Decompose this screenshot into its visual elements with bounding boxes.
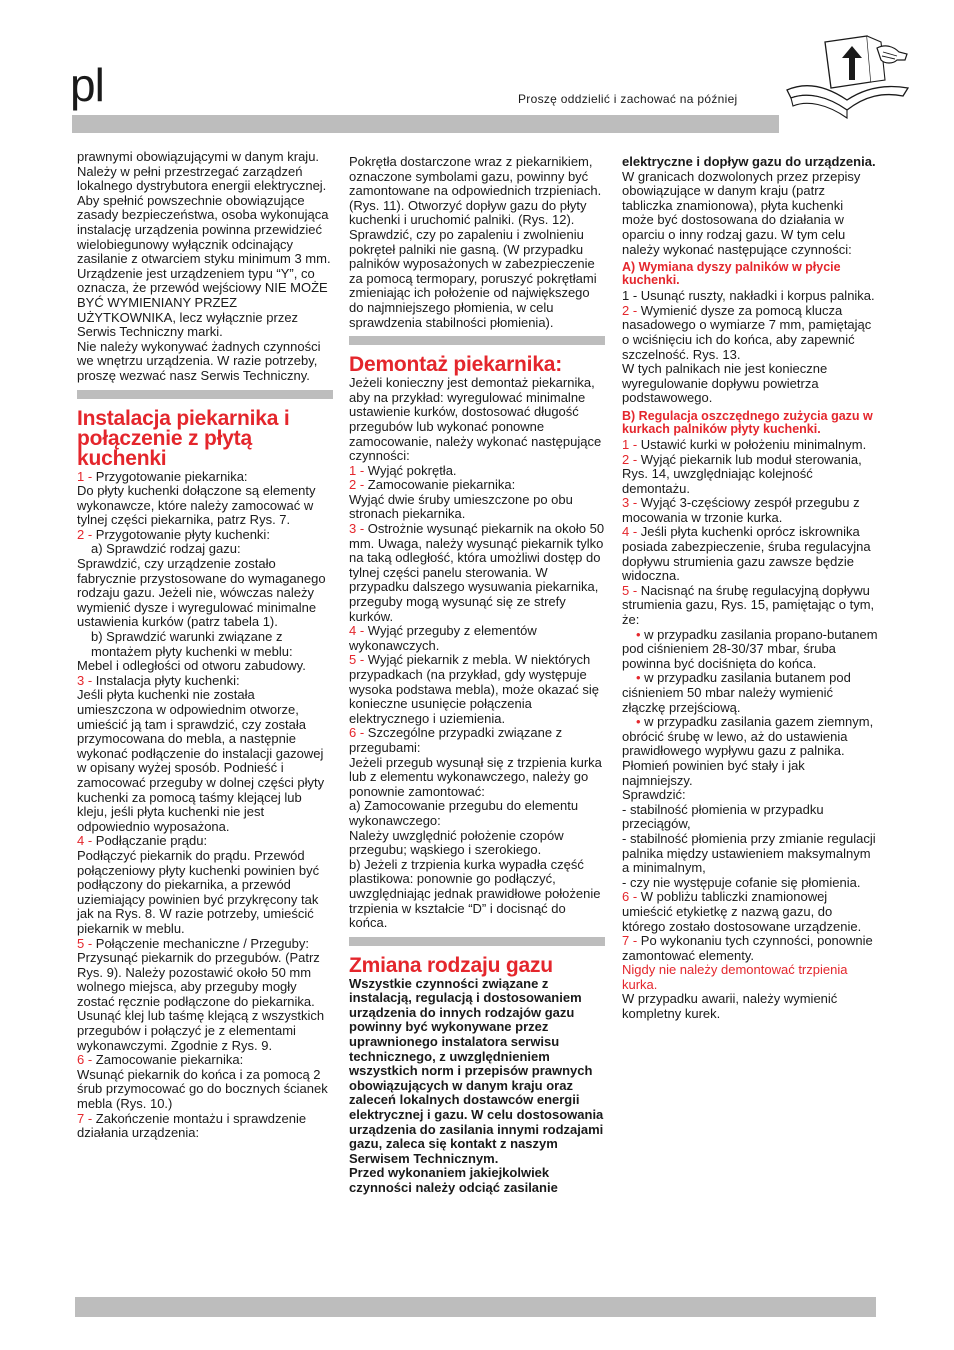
paragraph: Nie należy wykonywać żadnych czynności we wnętrzu urządzenia. W razie potrzeby, proszę wezwać nasz Serwis Techniczny. <box>77 338 321 383</box>
substep-heading: b) Jeżeli z trzpienia kurka wypadła część plastikowa: ponownie go podłączyć, uwzględniając jednak prawidłowe położenie trzpienia w kształcie “D” i docisnąć do końca. <box>349 856 601 931</box>
bold-notice: Wszystkie czynności związane z instalacją, regulacją i dostosowaniem urządzenia do innych rodzajów gazu powinny być wykonywane przez uprawnionego instalatora serwisu technicznego, z uwzględnieniem wszystkich norm i przepisów prawnych obowiązujących w danym kraju oraz zaleceń lokalnych dostawców energii elektrycznej i gazu. W celu dostosowania urządzenia do zasilania innymi rodzajami gazu, zaleca się kontakt z naszym Serwisem Technicznym. <box>349 975 604 1166</box>
step-text: Podłączyć piekarnik do prądu. Przewód połączeniowy płyty kuchenki powinien być podłączony do piekarnika, a przewód uziemiający powinien być przykręcony tak jak na Rys. 8. W razie potrzeby, umieścić piekarnik w meblu. <box>77 847 320 936</box>
tear-off-hand-icon <box>785 30 910 122</box>
section-title-dismantling: Demontaż piekarnika: <box>349 353 563 377</box>
subsection-heading-b: B) Regulacja oszczędnego zużycia gazu w kurkach palników płyty kuchenki. <box>622 408 873 436</box>
paragraph: Aby spełnić powszechnie obowiązujące zasady bezpieczeństwa, osoba wykonująca instalację urządzenia powinna przewidzieć wielobiegunowy wyłącznik odcinający zasilanie z otwarciem styku minimum 3 mm. <box>77 192 331 267</box>
step-text: Przysunąć piekarnik do przegubów. (Patrz Rys. 9). Należy pozostawić około 50 mm wolnego miejsca, aby przeguby mogły zostać ręcznie podłączone do piekarnika. Usunąć klej lub taśmę klejącą z wszystkich przegubów i połączyć je z elementami wykonawczymi. Zgodnie z Rys. 9. <box>77 950 325 1053</box>
paragraph: Sprawdzić: <box>622 787 686 803</box>
step-text: Wyjąć dwie śruby umieszczone po obu stronach piekarnika. <box>349 491 573 522</box>
step: 2 - Wyjąć piekarnik lub moduł sterowania, Rys. 14, uwzględniając kolejność demontażu. <box>622 451 862 496</box>
step-text: Do płyty kuchenki dołączone są elementy wykonawcze, które należy zamocować w tylnej części piekarnika, patrz Rys. 7. <box>77 483 316 528</box>
step: 2 - Wymienić dysze za pomocą klucza nasadowego o wymiarze 7 mm, pamiętając o wciśnięciu ich do końca, aby zapewnić szczelność. Rys. 13. <box>622 302 872 362</box>
step-text: Wsunąć piekarnik do końca i za pomocą 2 śrub przymocować go do bocznych ścianek mebla (Rys. 10.) <box>77 1066 328 1112</box>
section-title-installation: Instalacja piekarnika i połączenie z płytą kuchenki <box>77 406 290 470</box>
paragraph: W granicach dozwolonych przez przepisy obowiązujące w danym kraju (patrz tabliczka znamionowa), płyta kuchenki może być dostosowana do działania w oparciu o inny rodzaj gazu. W tym celu należy wykonać następujące czynności: <box>622 168 861 257</box>
substep-heading: a) Sprawdzić rodzaj gazu: <box>91 541 241 557</box>
step-text: W tych palnikach nie jest konieczne wyregulowanie dopływu powietrza podstawowego. <box>622 361 828 406</box>
column-3 <box>622 155 878 1022</box>
step-text: Sprawdzić, czy urządzenie zostało fabrycznie przystosowane do wymaganego rodzaju gazu. Jeżeli nie, wówczas należy wymienić dysze i wyregulować minimalne ustawienia kurków (patrz tabela 1). <box>77 556 326 630</box>
paragraph: Urządzenie jest urządzeniem typu “Y”, co oznacza, że przewód wejściowy NIE MOŻE BYĆ WYMIENIANY PRZEZ UŻYTKOWNIKA, lecz wyłącznie przez Serwis Techniczny marki. <box>77 265 328 340</box>
section-divider <box>77 390 333 399</box>
paragraph: prawnymi obowiązującymi w danym kraju. Należy w pełni przestrzegać zarządzeń lokalnego dystrybutora energii elektrycznej. <box>77 149 327 194</box>
step: 5 - Wyjąć piekarnik z mebla. W niektórych przypadkach (na przykład, gdy występuje wysoka podstawa mebla), może okazać się konieczne usunięcie połączenia elektrycznego i uziemienia. <box>349 652 600 726</box>
footer-bar <box>75 1297 876 1317</box>
check-item: - czy nie występuje cofanie się płomienia. <box>622 874 861 890</box>
step-heading: 4 - Podłączanie prądu: <box>77 833 208 849</box>
bullet-item: • w przypadku zasilania propano-butanem pod ciśnieniem 28-30/37 mbar, śruba powinna być dociśnięta do końca. <box>622 626 878 671</box>
bullet-icon: • <box>636 714 641 730</box>
step: 1 - Usunąć ruszty, nakładki i korpus palnika. <box>622 288 875 304</box>
section-divider <box>349 336 605 345</box>
language-code: pl <box>70 59 104 111</box>
step-heading: 2 - Przygotowanie płyty kuchenki: <box>77 526 270 542</box>
step-heading: 5 - Połączenie mechaniczne / Przeguby: <box>77 935 309 951</box>
step-heading: 3 - Instalacja płyty kuchenki: <box>77 672 240 688</box>
paragraph: W przypadku awarii, należy wymienić kompletny kurek. <box>622 991 838 1022</box>
step: 3 - Ostrożnie wysunąć piekarnik na około 50 mm. Uwaga, należy wysunąć piekarnik tylko na taką odległość, która umożliwi dostęp do tylnej części panelu sterowania. W przypadku dalszego wysuwania piekarnika, przeguby mogą wysunąć się ze strefy kurków. <box>349 521 605 624</box>
subsection-heading-a: A) Wymiana dyszy palników w płycie kuchenki. <box>622 260 841 288</box>
bullet-icon: • <box>636 670 641 686</box>
column-1 <box>77 150 333 1141</box>
bullet-icon: • <box>636 626 641 642</box>
step: 1 - Wyjąć pokrętła. <box>349 462 457 478</box>
step: 5 - Nacisnąć na śrubę regulacyjną dopływu strumienia gazu, Rys. 15, pamiętając o tym, że: <box>622 582 875 628</box>
substep-heading: a) Zamocowanie przegubu do elementu wykonawczego: <box>349 798 579 828</box>
warning-text: Nigdy nie należy demontować trzpienia kurka. <box>622 962 848 992</box>
step: 1 - Ustawić kurki w położeniu minimalnym. <box>622 436 867 452</box>
step-text: Mebel i odległości od otworu zabudowy. <box>77 658 306 674</box>
paragraph: Jeżeli konieczny jest demontaż piekarnika, aby na przykład: wyregulować minimalne ustawienie kurków, dostosować długość przegubów lub wykonać ponowne zamocowanie, należy wykonać następujące czynności: <box>349 375 602 464</box>
step: 6 - W pobliżu tabliczki znamionowej umieścić etykietkę z nazwą gazu, do którego zostało dostosowane urządzenie. <box>622 889 862 934</box>
step-heading: 6 - Zamocowanie piekarnika: <box>77 1052 244 1068</box>
column-2 <box>349 155 605 1196</box>
step-text: Jeżeli przegub wysunął się z trzpienia kurka lub z elementu wykonawczego, należy go ponownie zamontować: <box>349 754 602 799</box>
header-note: Proszę oddzielić i zachować na później <box>518 92 738 106</box>
check-item: - stabilność płomienia przy zmianie regulacji palnika między ustawieniem maksymalnym a minimalnym, <box>622 830 876 876</box>
check-item: - stabilność płomienia w przypadku przeciągów, <box>622 801 824 832</box>
header-bar <box>72 115 779 133</box>
substep-heading: b) Sprawdzić warunki związane z montażem płyty kuchenki w meblu: <box>91 629 293 659</box>
bold-notice: elektryczne i dopływ gazu do urządzenia. <box>622 154 876 169</box>
step-heading: 1 - Przygotowanie piekarnika: <box>77 468 248 484</box>
step: 3 - Wyjąć 3-częściowy zespół przegubu z mocowania w trzonie kurka. <box>622 495 860 525</box>
step: 4 - Jeśli płyta kuchenki oprócz iskrownika posiada zabezpieczenie, śruba regulacyjna dopływu strumienia gazu zawsze będzie widoczna. <box>622 524 871 584</box>
section-title-gas-change: Zmiana rodzaju gazu <box>349 953 553 977</box>
step: 4 - Wyjąć przeguby z elementów wykonawczych. <box>349 623 537 653</box>
bullet-item: • w przypadku zasilania butanem pod ciśnieniem 50 mbar należy wymienić złączkę przejściową. <box>622 670 851 715</box>
step: 7 - Po wykonaniu tych czynności, ponownie zamontować elementy. <box>622 933 873 963</box>
step-heading: 2 - Zamocowanie piekarnika: <box>349 477 516 493</box>
bold-notice: Przed wykonaniem jakiejkolwiek czynności należy odciąć zasilanie <box>349 1165 558 1195</box>
bullet-item: • w przypadku zasilania gazem ziemnym, obrócić śrubę w lewo, aż do ustawienia prawidłowego wypływu gazu z palnika. Płomień powinien być stały i jak najmniejszy. <box>622 714 874 788</box>
step-heading: 6 - Szczególne przypadki związane z przegubami: <box>349 725 563 755</box>
step-text: Należy uwzględnić położenie czopów przegubu; wąskiego i szerokiego. <box>349 827 564 858</box>
step-text: Jeśli płyta kuchenki nie została umieszczona w odpowiednim otworze, umieścić ją tam i sprawdzić, czy została przymocowana do mebla, a następnie wykonać podłączenie do instalacji gazowej w opisany wyżej sposób. Podnieść i zamocować przeguby w dolnej części płyty kuchenki za pomocą taśmy klejącej lub kleju, jeśli płyta kuchenki nie jest odpowiednio wyposażona. <box>77 687 325 834</box>
paragraph: Pokrętła dostarczone wraz z piekarnikiem, oznaczone symbolami gazu, powinny być zamontowane na odpowiednich trzpieniach. (Rys. 11). Otworzyć dopływ gazu do płyty kuchenki i uruchomić palniki. (Rys. 12). Sprawdzić, czy po zapaleniu i zwolnieniu pokręteł palniki nie gasną. (W przypadku palników wyposażonych w zabezpieczenie za pomocą termopary, poruszyć pokrętłami zmieniając ich położenie od największego do najmniejszego płomienia, w celu sprawdzenia stabilności płomienia). <box>349 154 602 330</box>
step-heading: 7 - Zakończenie montażu i sprawdzenie działania urządzenia: <box>77 1110 307 1141</box>
section-divider <box>349 937 605 946</box>
